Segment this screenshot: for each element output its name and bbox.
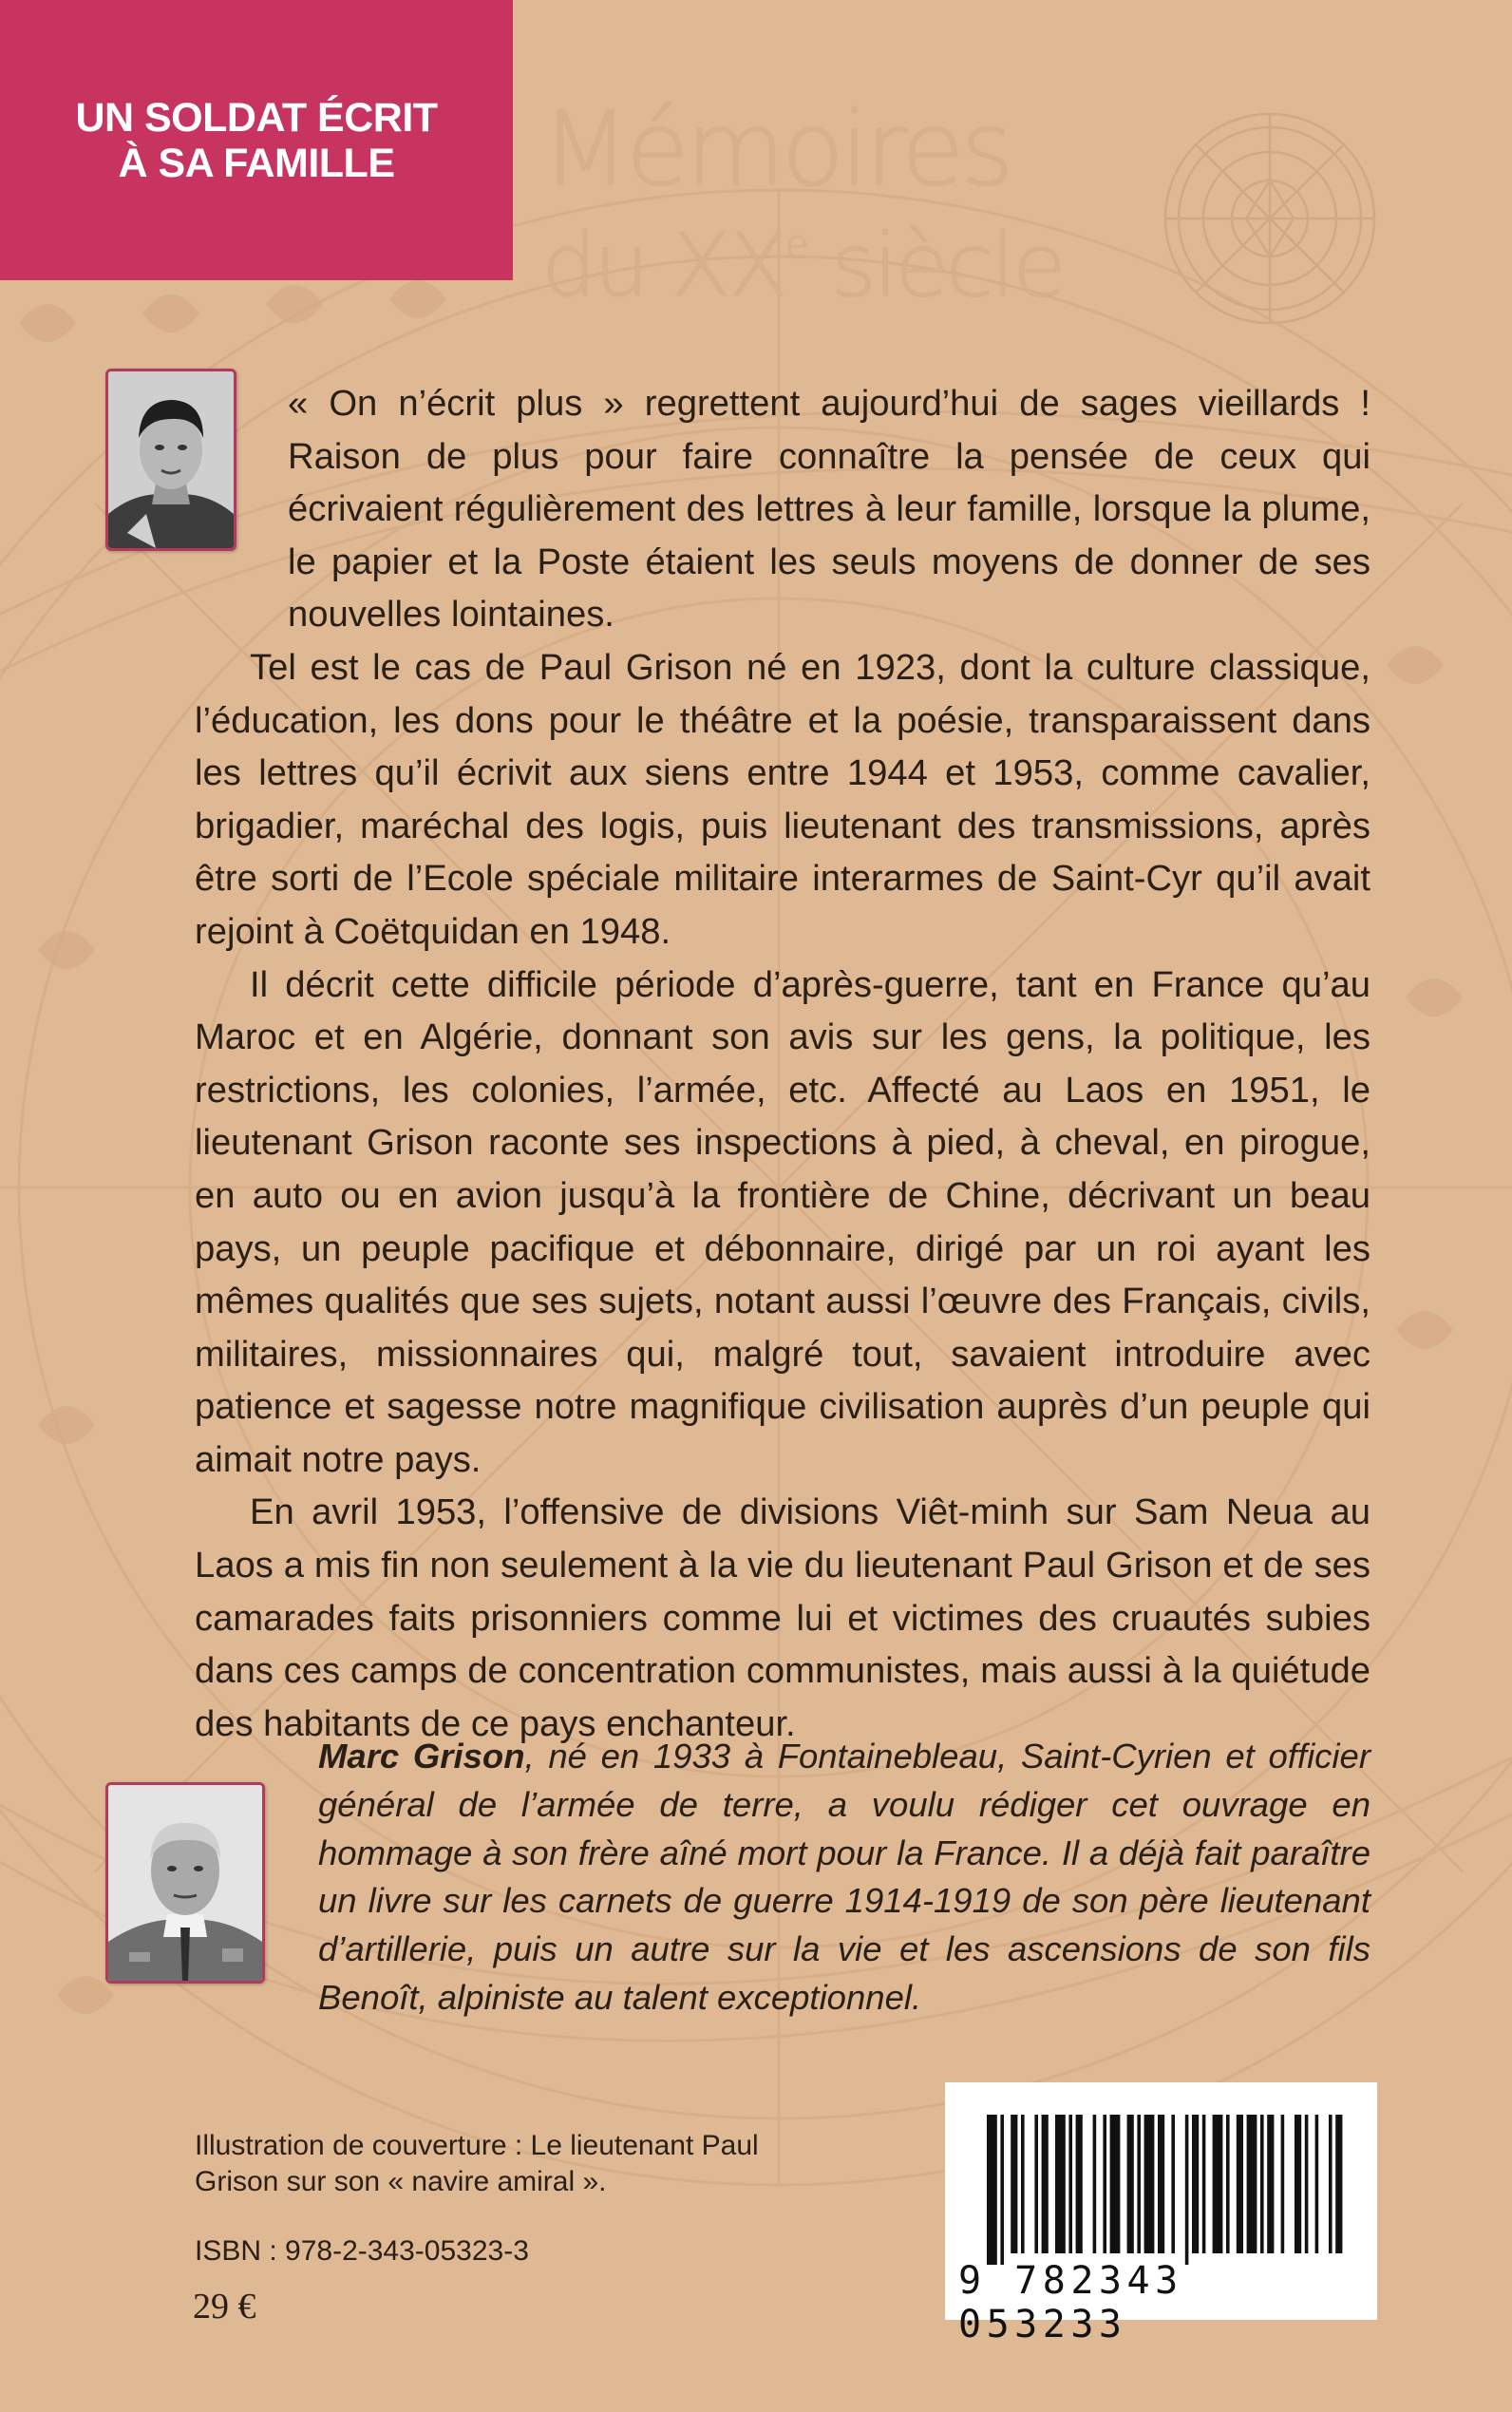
barcode-bar	[1055, 2115, 1066, 2253]
barcode-bar	[1335, 2115, 1342, 2253]
barcode-bar	[1144, 2115, 1155, 2253]
cover-illustration-caption: Illustration de couverture : Le lieutenant Paul Grison sur son « navire amiral ».	[195, 2130, 759, 2197]
series-title-end: siècle	[805, 215, 1064, 316]
barcode-bar	[1011, 2115, 1017, 2253]
barcode-bar	[1076, 2115, 1083, 2253]
barcode-bar	[1202, 2115, 1206, 2253]
author-bio-paragraph	[195, 1733, 1370, 2023]
author-bio	[195, 1733, 1370, 2023]
barcode-bar	[1192, 2115, 1199, 2253]
series-title	[541, 90, 1168, 316]
barcode-bar	[1247, 2115, 1257, 2253]
paragraph-3: Il décrit cette difficile période d’après-guerre, tant en France qu’au Maroc et en Algérie, donnant son avis sur les gens, la politique, les restrictions, les colonies, l’armée, etc. Affecté au Laos en 1951, le lieutenant Grison raconte ses inspections à pied, à cheval, en pirogue, en auto ou en avion jusqu’à la frontière de Chine, décrivant un beau pays, un peuple pacifique et débonnaire, dirigé par un roi ayant les mêmes qualités que ses sujets, notant aussi l’œuvre des Français, civils, militaires, missionnaires qui, malgré tout, savaient introduire avec patience et sagesse notre magnifique civilisation auprès d’un peuple qui aimait notre pays.	[195, 963, 1370, 1480]
barcode-bar	[1171, 2115, 1175, 2253]
barcode-bar	[1127, 2115, 1134, 2253]
barcode-bar	[1305, 2115, 1309, 2253]
barcode-bar	[1329, 2115, 1332, 2253]
isbn-label: ISBN : 978-2-343-05323-3	[195, 2235, 529, 2267]
barcode-bar	[1158, 2115, 1164, 2253]
series-title-line-2	[541, 198, 1168, 316]
barcode-bar	[1315, 2115, 1319, 2253]
author-name: Marc Grison	[318, 1737, 525, 1776]
barcode-bar	[1093, 2115, 1097, 2253]
price-label: 29 €	[193, 2287, 256, 2327]
barcode-bar	[1000, 2115, 1004, 2265]
barcode-bar	[1295, 2115, 1301, 2253]
barcode-bar	[987, 2115, 997, 2265]
author-bio-text: , né en 1933 à Fontainebleau, Saint-Cyrien et officier général de l’armée de terre, a voulu rédiger cet ouvrage en hommage à son frère aîné mort pour la France. Il a déjà fait paraître un livre sur les carnets de guerre 1914-1919 de son père lieutenant d’artillerie, puis un autre sur la vie et les ascensions de son fils Benoît, alpiniste au talent exceptionnel.	[318, 1737, 1370, 2017]
barcode-bar	[1226, 2115, 1230, 2253]
clock-ornament-icon	[1161, 109, 1379, 328]
paragraph-4: En avril 1953, l’offensive de divisions Viêt-minh sur Sam Neua au Laos a mis fin non seulement à la vie du lieutenant Paul Grison et de ses camarades faits prisonniers comme lui et victimes des cruautés subies dans ces camps de concentration communistes, mais aussi à la quiétude des habitants de ce pays enchanteur.	[195, 1491, 1370, 1744]
series-title-line-1: Mémoires	[541, 90, 1011, 209]
barcode-bar	[1213, 2115, 1223, 2253]
barcode-bar	[1068, 2115, 1072, 2253]
back-cover-text	[195, 377, 1370, 1750]
barcode-bar	[1034, 2115, 1038, 2253]
banner-line-1: UN SOLDAT ÉCRIT	[75, 94, 438, 141]
barcode-bar	[1281, 2115, 1285, 2253]
paragraph-2: Tel est le cas de Paul Grison né en 1923, dont la culture classique, l’éducation, les dons pour le théâtre et la poésie, transparaissent dans les lettres qu’il écrivit aux siens entre 1944 et 1953, comme cavalier, brigadier, maréchal des logis, puis lieutenant des transmissions, après être sorti de l’Ecole spéciale militaire interarmes de Saint-Cyr qu’il avait rejoint à Coëtquidan en 1948.	[195, 646, 1370, 952]
barcode-bar	[1110, 2115, 1121, 2253]
banner-line-2: À SA FAMILLE	[118, 140, 395, 186]
barcode-bar	[1042, 2115, 1049, 2253]
barcode-bar	[1021, 2115, 1025, 2253]
collection-banner	[0, 0, 513, 280]
paragraph-1: « On n’écrit plus » regrettent aujourd’hui de sages vieillards ! Raison de plus pour faire connaître la pensée de ceux qui écrivaient régulièrement des lettres à leur famille, lorsque la plume, le papier et la Poste étaient les seuls moyens de donner de ses nouvelles lointaines.	[288, 383, 1370, 636]
barcode-bar	[1237, 2115, 1243, 2253]
series-title-main: du XX	[541, 215, 786, 316]
barcode-bar	[1260, 2115, 1264, 2253]
barcode-digits: 9 782343 053233	[958, 2259, 1183, 2346]
barcode	[945, 2082, 1377, 2346]
barcode-bar	[1103, 2115, 1106, 2253]
barcode-bar	[1185, 2115, 1189, 2265]
series-title-superscript: e	[785, 223, 806, 267]
barcode-bar	[1267, 2115, 1274, 2253]
barcode-bar	[1137, 2115, 1141, 2253]
